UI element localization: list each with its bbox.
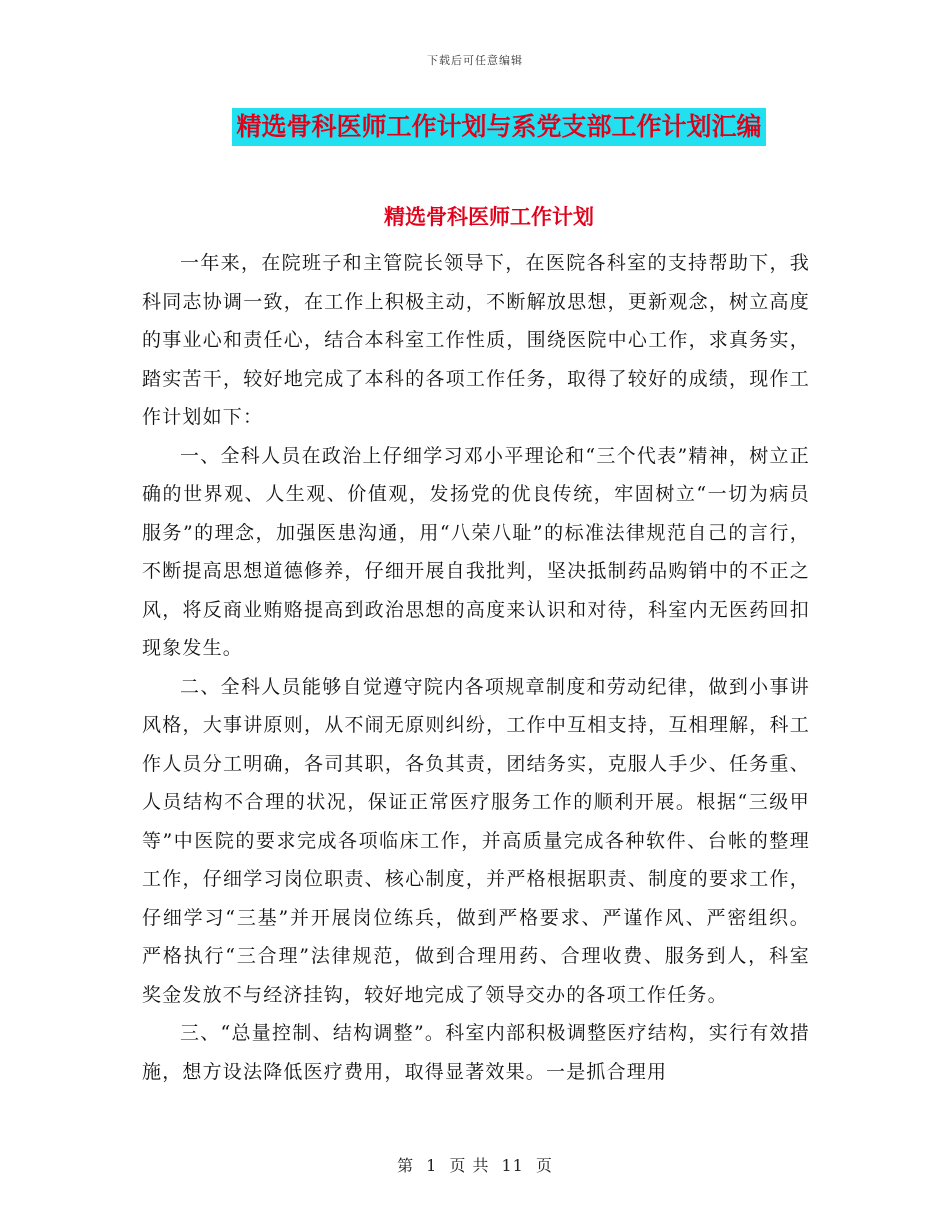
- document-body: [142, 244, 810, 1091]
- document-title-wrapper: [0, 108, 950, 146]
- footer-suffix: 页: [535, 1156, 553, 1175]
- paragraph: 一年来，在院班子和主管院长领导下，在医院各科室的支持帮助下，我科同志协调一致，在工作上积极主动，不断解放思想，更新观念，树立高度的事业心和责任心，结合本科室工作性质，围绕医院中心工作，求真务实，踏实苦干，较好地完成了本科的各项工作任务，取得了较好的成绩，现作工作计划如下：: [142, 252, 810, 428]
- document-title: 精选骨科医师工作计划与系党支部工作计划汇编: [232, 108, 765, 146]
- paragraph: 二、全科人员能够自觉遵守院内各项规章制度和劳动纪律，做到小事讲风格，大事讲原则，从不闹无原则纠纷，工作中互相支持，互相理解，科工作人员分工明确，各司其职，各负其责，团结务实，克服人手少、任务重、人员结构不合理的状况，保证正常医疗服务工作的顺利开展。根据“三级甲等”中医院的要求完成各项临床工作，并高质量完成各种软件、台帐的整理工作，仔细学习岗位职责、核心制度，并严格根据职责、制度的要求工作，仔细学习“三基”并开展岗位练兵，做到严格要求、严谨作风、严密组织。严格执行“三合理”法律规范，做到合理用药、合理收费、服务到人，科室奖金发放不与经济挂钩，较好地完成了领导交办的各项工作任务。: [142, 675, 810, 1006]
- paragraph: 一、全科人员在政治上仔细学习邓小平理论和“三个代表”精神，树立正确的世界观、人生观、价值观，发扬党的优良传统，牢固树立“一切为病员服务”的理念，加强医患沟通，用“八荣八耻”的标准法律规范自己的言行，不断提高思想道德修养，仔细开展自我批判，坚决抵制药品购销中的不正之风，将反商业贿赂提高到政治思想的高度来认识和对待，科室内无医药回扣现象发生。: [142, 444, 810, 659]
- section-title: 精选骨科医师工作计划: [384, 205, 594, 229]
- current-page-number: 1: [426, 1156, 438, 1175]
- page-header-note: 下载后可任意编辑: [427, 54, 523, 67]
- footer-mid: 页 共: [449, 1156, 490, 1175]
- total-page-count: 11: [501, 1156, 524, 1175]
- page-footer: [0, 1153, 950, 1176]
- paragraph: 三、“总量控制、结构调整”。科室内部积极调整医疗结构，实行有效措施，想方设法降低医疗费用，取得显著效果。一是抓合理用: [142, 1022, 810, 1083]
- footer-prefix: 第: [397, 1156, 415, 1175]
